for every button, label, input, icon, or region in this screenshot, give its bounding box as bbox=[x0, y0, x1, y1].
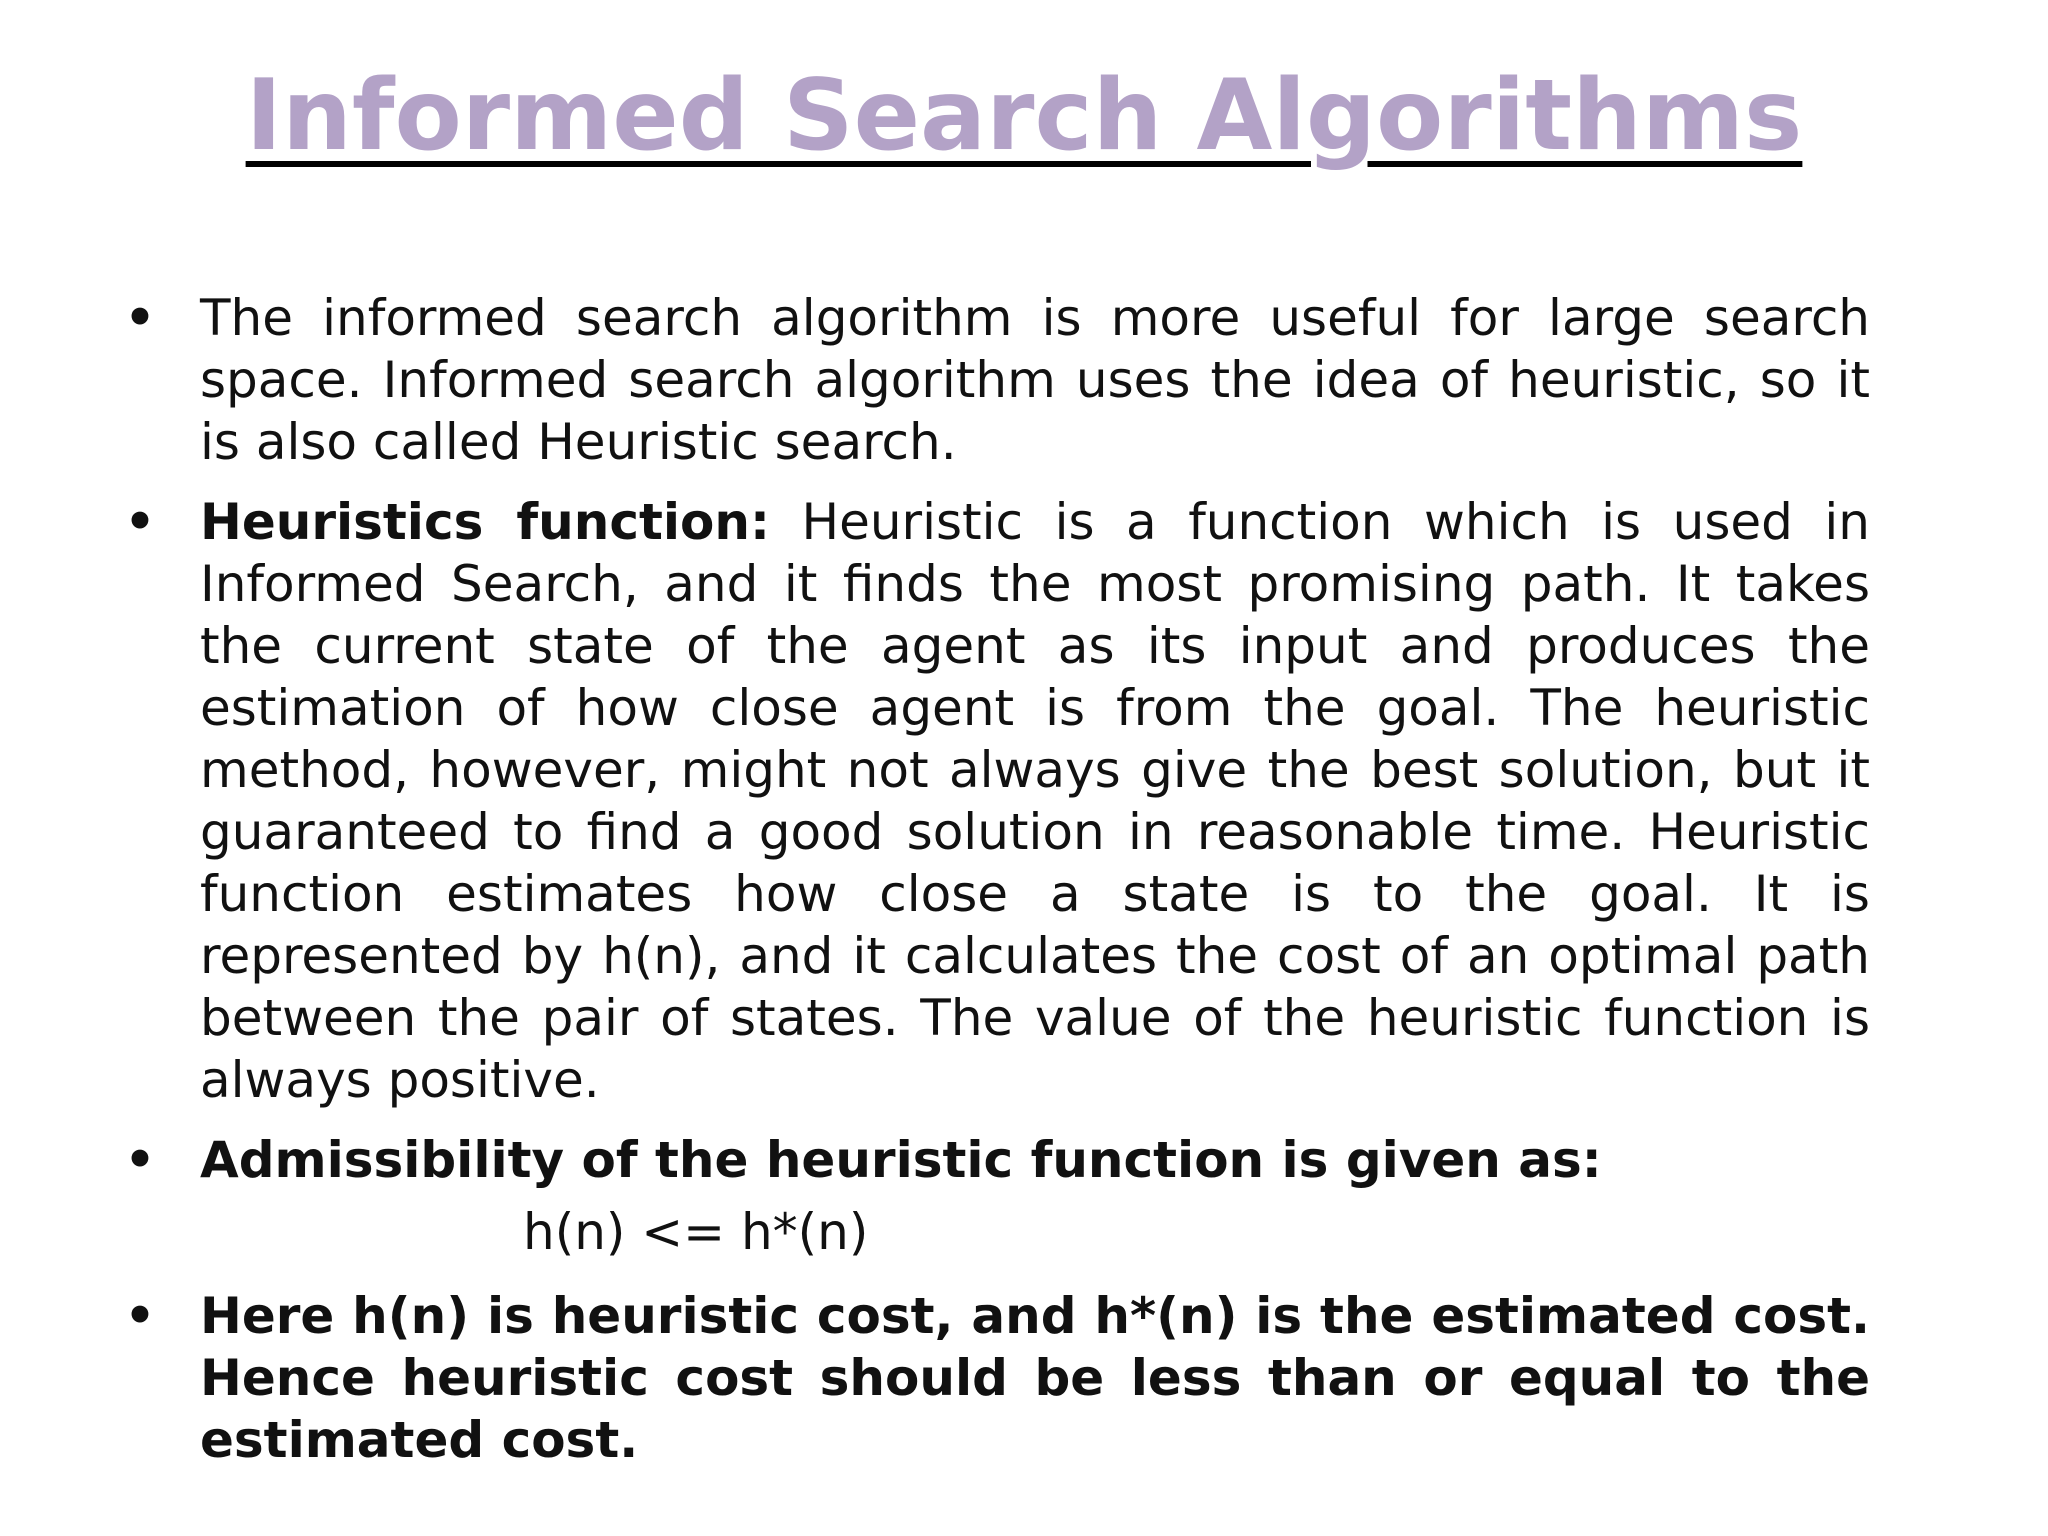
bullet-heuristics-function bbox=[120, 491, 1870, 1111]
slide-title-text: Informed Search Algorithms bbox=[245, 59, 1803, 173]
bullet-text: Admissibility of the heuristic function is given as: bbox=[200, 1131, 1602, 1189]
bullet-text: The informed search algorithm is more useful for large search space. Informed search algorithm uses the idea of heuristic, so it is also called Heuristic search. bbox=[200, 289, 1870, 471]
bullet-dot-icon: • bbox=[124, 290, 156, 346]
bullet-lead-text: Heuristics function: bbox=[200, 493, 770, 551]
bullet-heuristic-cost bbox=[120, 1285, 1870, 1471]
bullet-admissibility bbox=[120, 1129, 1870, 1191]
bullet-dot-icon: • bbox=[124, 1132, 156, 1188]
bullet-informed-search bbox=[120, 287, 1870, 473]
bullet-text: Here h(n) is heuristic cost, and h*(n) is the estimated cost. Hence heuristic cost should be less than or equal to the estimated cost. bbox=[200, 1287, 1870, 1469]
slide-title bbox=[0, 59, 2048, 173]
bullet-dot-icon: • bbox=[124, 494, 156, 550]
bullet-text: Heuristic is a function which is used in Informed Search, and it finds the most promising path. It takes the current state of the agent as its input and produces the estimation of how close agent is from the goal. The heuristic method, however, might not always give the best solution, but it guaranteed to find a good solution in reasonable time. Heuristic function estimates how close a state is to the goal. It is represented by h(n), and it calculates the cost of an optimal path between the pair of states. The value of the heuristic function is always positive. bbox=[200, 493, 1870, 1109]
admissibility-formula: h(n) <= h*(n) bbox=[523, 1203, 869, 1261]
slide-body bbox=[120, 287, 1870, 1489]
bullet-dot-icon: • bbox=[124, 1288, 156, 1344]
